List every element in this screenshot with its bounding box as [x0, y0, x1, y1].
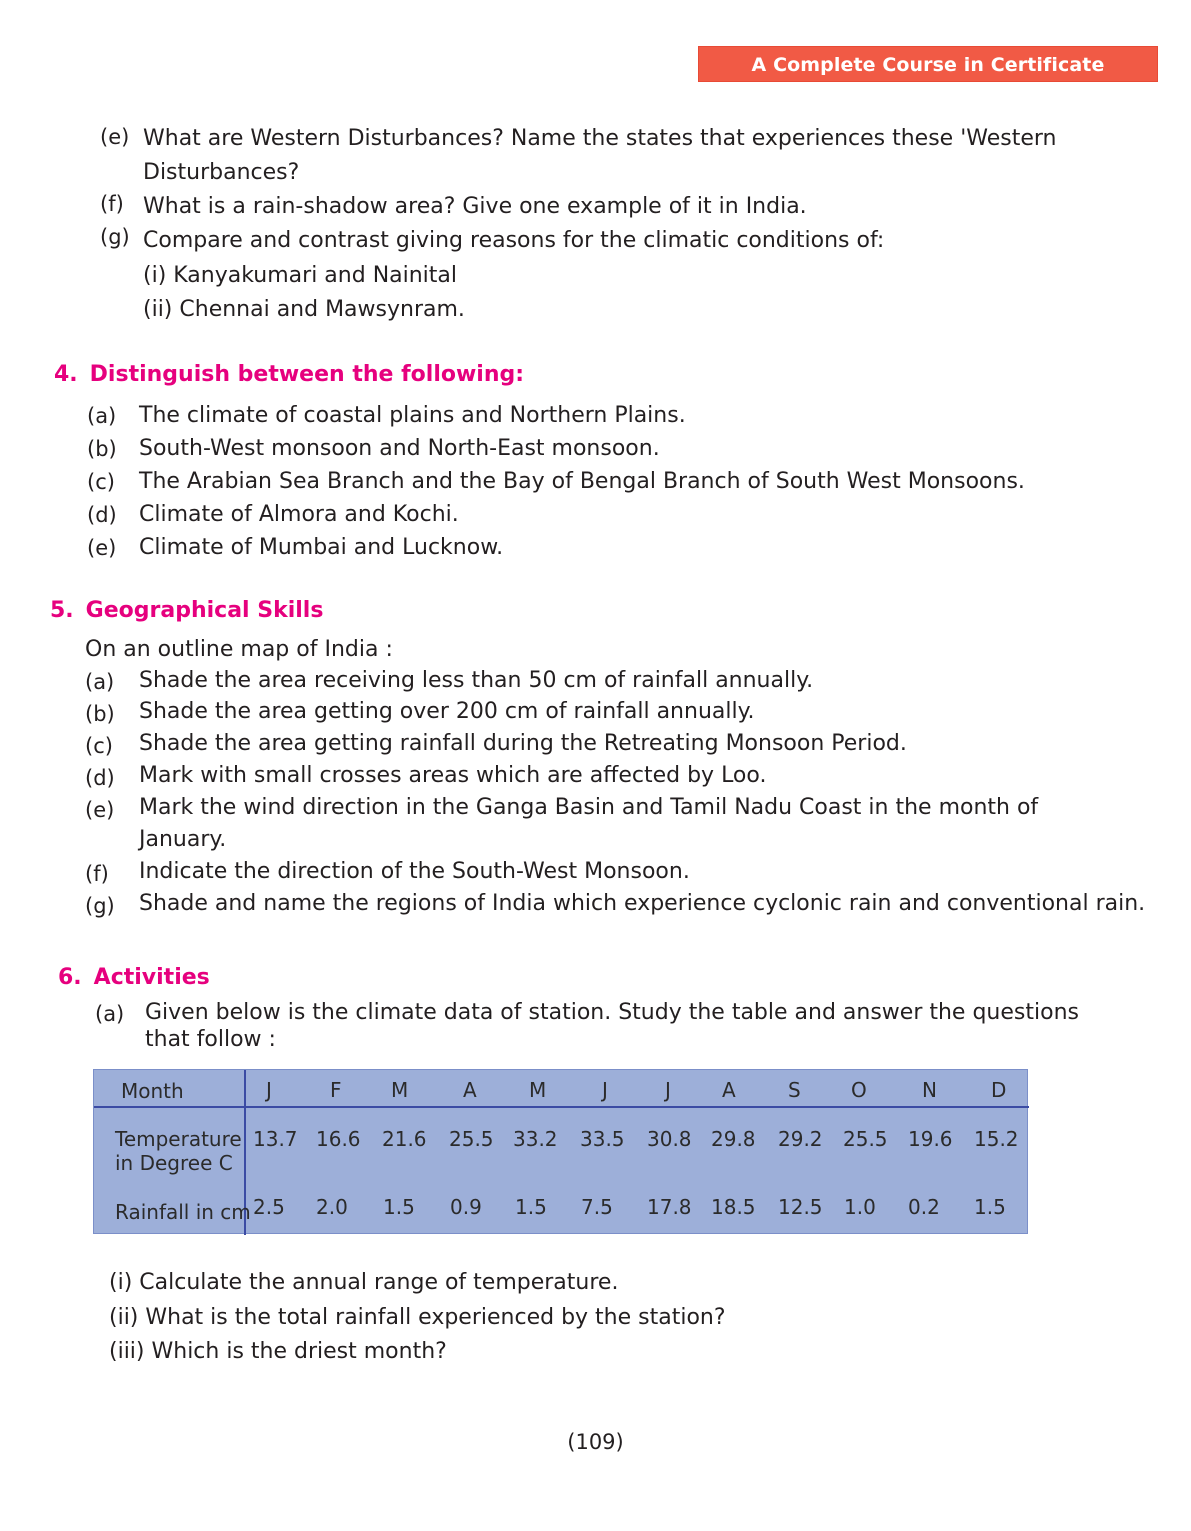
item-label: (a) [85, 670, 115, 694]
temperature-cell: 33.5 [580, 1127, 625, 1151]
item-label: (c) [87, 470, 115, 494]
item-text: that follow : [145, 1027, 276, 1052]
item-label: (d) [87, 503, 117, 527]
section-title: Geographical Skills [85, 598, 324, 623]
item-label: (e) [85, 798, 115, 822]
month-cell: S [788, 1078, 801, 1102]
section-heading [54, 360, 524, 390]
section-heading [58, 963, 210, 993]
item-text: Given below is the climate data of station. Study the table and answer the questions [145, 1000, 1079, 1025]
temperature-cell: 25.5 [843, 1127, 888, 1151]
item-label: (e) [100, 125, 130, 149]
temperature-cell: 29.8 [711, 1127, 756, 1151]
month-cell: J [665, 1078, 671, 1102]
sub-item: (ii) Chennai and Mawsynram. [143, 297, 465, 322]
rainfall-cell: 1.5 [974, 1195, 1006, 1219]
rainfall-cell: 1.5 [383, 1195, 415, 1219]
item-label: (f) [100, 192, 124, 216]
item-text: Mark the wind direction in the Ganga Basin and Tamil Nadu Coast in the month of [139, 795, 1039, 820]
month-cell: J [602, 1078, 608, 1102]
temperature-cell: 30.8 [647, 1127, 692, 1151]
temperature-cell: 15.2 [974, 1127, 1019, 1151]
climate-data-table [93, 1069, 1028, 1234]
item-label: (c) [85, 734, 113, 758]
item-label: (b) [85, 702, 115, 726]
row-header-temperature: in Degree C [115, 1151, 233, 1175]
item-label: (f) [85, 862, 109, 886]
section-title: Distinguish between the following: [89, 362, 525, 387]
item-text: Indicate the direction of the South-West Monsoon. [139, 859, 690, 884]
rainfall-cell: 7.5 [581, 1195, 613, 1219]
item-label: (g) [85, 894, 115, 918]
item-text: The climate of coastal plains and Northern Plains. [139, 403, 686, 428]
item-text: Climate of Almora and Kochi. [139, 502, 459, 527]
item-text: January. [139, 827, 227, 852]
item-label: (a) [87, 404, 117, 428]
rainfall-cell: 18.5 [711, 1195, 756, 1219]
month-cell: F [330, 1078, 342, 1102]
section-title: Activities [93, 965, 210, 990]
item-text: The Arabian Sea Branch and the Bay of Bengal Branch of South West Monsoons. [139, 469, 1025, 494]
section-number: 6. [58, 965, 82, 990]
rainfall-cell: 0.9 [450, 1195, 482, 1219]
month-cell: N [922, 1078, 937, 1102]
month-cell: O [851, 1078, 867, 1102]
question: (i) Calculate the annual range of temperature. [109, 1270, 619, 1295]
item-label: (a) [95, 1002, 125, 1026]
table-horizontal-rule [94, 1106, 1029, 1108]
rainfall-cell: 2.5 [253, 1195, 285, 1219]
temperature-cell: 16.6 [316, 1127, 361, 1151]
item-text: South-West monsoon and North-East monsoon. [139, 436, 660, 461]
month-cell: A [463, 1078, 477, 1102]
item-text: Mark with small crosses areas which are affected by Loo. [139, 763, 767, 788]
temperature-cell: 19.6 [908, 1127, 953, 1151]
item-text: Disturbances? [143, 160, 300, 185]
item-text: Shade the area receiving less than 50 cm of rainfall annually. [139, 668, 814, 693]
book-title-badge: A Complete Course in Certificate Geography-II [698, 46, 1158, 82]
item-text: Shade the area getting over 200 cm of rainfall annually. [139, 699, 755, 724]
temperature-cell: 13.7 [253, 1127, 298, 1151]
section-heading [50, 596, 323, 626]
rainfall-cell: 12.5 [778, 1195, 823, 1219]
temperature-cell: 33.2 [513, 1127, 558, 1151]
item-text: Shade and name the regions of India which experience cyclonic rain and conventional rain. [139, 891, 1146, 916]
row-header-month: Month [121, 1079, 184, 1103]
sub-item: (i) Kanyakumari and Nainital [143, 263, 458, 288]
item-label: (g) [100, 225, 130, 249]
row-header-temperature: Temperature [115, 1127, 242, 1151]
temperature-cell: 29.2 [778, 1127, 823, 1151]
item-text: What is a rain-shadow area? Give one example of it in India. [143, 194, 807, 219]
item-label: (b) [87, 437, 117, 461]
item-text: Shade the area getting rainfall during the Retreating Monsoon Period. [139, 731, 907, 756]
month-cell: M [529, 1078, 547, 1102]
month-cell: M [391, 1078, 409, 1102]
month-cell: D [991, 1078, 1007, 1102]
item-text: Compare and contrast giving reasons for the climatic conditions of: [143, 228, 885, 253]
rainfall-cell: 2.0 [316, 1195, 348, 1219]
temperature-cell: 25.5 [449, 1127, 494, 1151]
section-number: 4. [54, 362, 78, 387]
rainfall-cell: 1.0 [844, 1195, 876, 1219]
row-header-rainfall: Rainfall in cm [115, 1200, 251, 1224]
item-text: What are Western Disturbances? Name the states that experiences these 'Western [143, 126, 1057, 151]
month-cell: A [722, 1078, 736, 1102]
section-number: 5. [50, 598, 74, 623]
section-intro: On an outline map of India : [85, 637, 393, 662]
rainfall-cell: 1.5 [515, 1195, 547, 1219]
question: (ii) What is the total rainfall experienced by the station? [109, 1305, 726, 1330]
temperature-cell: 21.6 [382, 1127, 427, 1151]
item-label: (d) [85, 766, 115, 790]
question: (iii) Which is the driest month? [109, 1339, 447, 1364]
month-cell: J [266, 1078, 272, 1102]
rainfall-cell: 0.2 [908, 1195, 940, 1219]
item-text: Climate of Mumbai and Lucknow. [139, 535, 504, 560]
rainfall-cell: 17.8 [647, 1195, 692, 1219]
item-label: (e) [87, 536, 117, 560]
page-number: (109) [567, 1430, 624, 1454]
